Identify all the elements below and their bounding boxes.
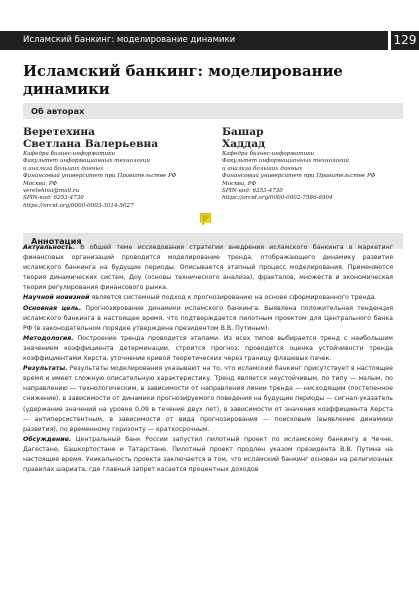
affiliation-line: Кафедра бизнес-информатики	[222, 151, 315, 157]
abstract-paragraph	[23, 334, 393, 364]
author-spin: SPIN-код: 6253-4730	[222, 188, 283, 195]
paragraph-text: В общей теме исследования стратегии внедрения исламского банкинга в маркетинг финансовых организаций проводится моделирование тренда, отображающего динамику развития исламского банкинга на будущие периоды. Описывается этапный процесс моделирования. Применяются теория динамических систем, Доу (основы технического анализа), фракталов, множеств и экономическая теория регулирования финансового рынка.	[23, 244, 393, 292]
author-surname: Веретехина	[23, 126, 95, 138]
paragraph-label: Актуальность.	[23, 244, 75, 251]
affiliation-line: Кафедра бизнес-информатики	[23, 151, 116, 157]
author-block-2	[222, 127, 375, 203]
abstract-paragraph	[23, 243, 393, 293]
paragraph-text: Результаты моделирования указывают на то, что исламский банкинг присутствует в настоящее время и имеет сложную описательную характеристику. Тренд является неустойчивым, по типу — малым, по направлению — технологическим, в зависимости от направления линии тренда — нисходящим (постепенное снижение), в зависимости от динамики прогнозируемого поведения на будущие периоды — сигнал-указатель (удержание значений на уровне 0,09 в течение двух лет), в зависимости от значения коэффициента Херста — антиперсистентным, в зависимости от вида прогнозирования — поисковым (выявление динамики развития), по временному горизонту — краткосрочным.	[23, 365, 393, 433]
paragraph-label: Обсуждение.	[23, 435, 72, 443]
author-affiliation	[23, 151, 176, 210]
abstract-paragraph	[23, 304, 393, 334]
abstract-paragraph	[23, 435, 393, 475]
paragraph-label: Научной новизной	[23, 294, 90, 302]
abstract-body	[23, 243, 393, 475]
author-given-name: Светлана Валерьевна	[23, 137, 159, 150]
paragraph-label: Основная цель.	[23, 304, 82, 312]
affiliation-line: Финансовый университет при Правительстве РФ	[23, 173, 177, 180]
affiliation-line: Москва, РФ	[222, 180, 257, 187]
affiliation-line: и анализа больших данных	[222, 165, 303, 172]
author-surname: Башар	[222, 126, 264, 138]
affiliation-line: Факультет информационных технологий	[222, 158, 349, 165]
author-email[interactable]: veretehina@mail.ru	[23, 188, 80, 195]
page-number: 129	[391, 31, 419, 50]
article-title: Исламский банкинг: моделирование динамики	[23, 63, 343, 98]
author-given-name: Хаддад	[222, 137, 266, 150]
abstract-heading: Аннотация	[23, 233, 403, 249]
affiliation-line: и анализа больших данных	[23, 165, 104, 172]
paragraph-text: является системный подход к прогнозированию на основе сформированного тренда.	[89, 294, 377, 302]
abstract-paragraph	[23, 364, 393, 435]
paragraph-text: Построение тренда проводится этапами. Из всех типов выбирается тренд с наибольшим значением коэффициента детерминации, строится прогноз, проводится оценка устойчивости тренда коэффициентами Херста, уточнение кривой теоретических через границу флэшевых пачек.	[23, 334, 393, 363]
comment-note-icon[interactable]	[200, 211, 211, 224]
running-header: Исламский банкинг: моделирование динамики	[0, 31, 388, 50]
affiliation-line: Финансовый университет при Правительстве РФ	[222, 173, 376, 180]
paragraph-text: Центральный банк России запустил пилотный проект по исламскому банкингу в Чечне, Дагестане, Башкортостане и Татарстане. Пилотный проект продлен указом президента В.В. Путина на настоящее время. Уникальность проекта заключается в том, что исламский банкинг основан на религиозных правилах шариата, где главный запрет касается процентных доходов	[23, 435, 393, 474]
affiliation-line: Факультет информационных технологий	[23, 158, 150, 165]
affiliation-line: Москва, РФ	[23, 180, 58, 187]
author-orcid-link[interactable]: https://orcid.org/0000-0002-7586-6904	[222, 195, 333, 202]
paragraph-label: Результаты.	[23, 365, 68, 373]
paragraph-label: Методология.	[23, 334, 74, 342]
author-block-1	[23, 127, 176, 210]
abstract-paragraph	[23, 293, 393, 303]
author-affiliation	[222, 151, 375, 203]
author-spin: SPIN-код: 6253-4730	[23, 195, 84, 202]
paragraph-text: Прогнозирование динамики исламского банкинга. Выявлена положительная тенденция исламского банкинга в настоящее время, что подтверждается пилотным проектом для Центрального банка РФ (в законодательном порядке утверждена президентом В.В. Путиным).	[23, 304, 393, 332]
author-orcid-link[interactable]: https://orcid.org/0000-0003-3014-5027	[23, 202, 134, 209]
about-authors-heading: Об авторах	[23, 103, 403, 119]
